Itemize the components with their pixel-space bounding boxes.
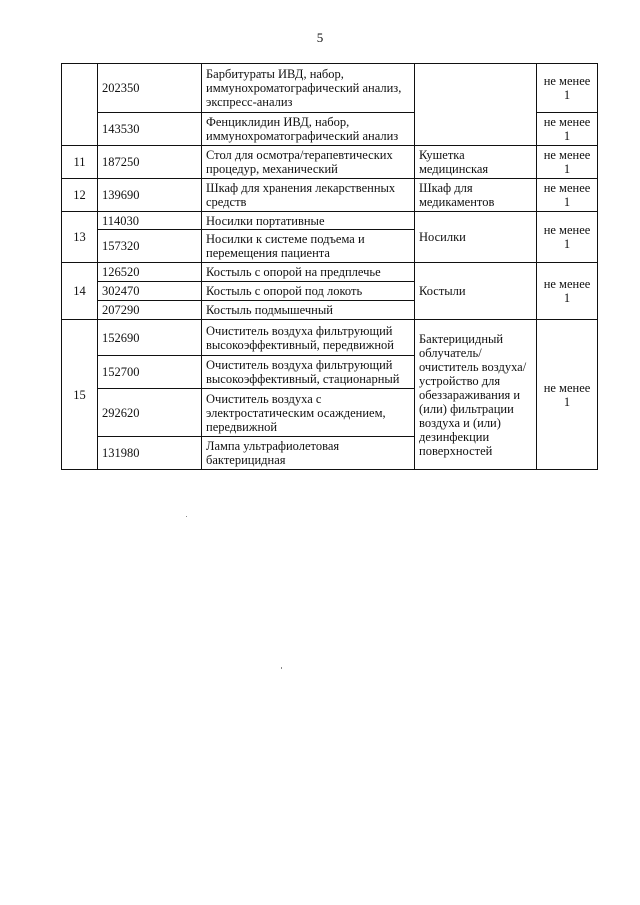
type-cell: Костыли [415, 263, 537, 320]
quantity-cell: не менее 1 [537, 212, 598, 263]
name-cell: Очиститель воздуха с электростатическим осаждением, передвижной [202, 389, 415, 437]
type-cell: Бактерицидный облучатель/ очиститель воздуха/ устройство для обеззараживания и (или) фильтрации воздуха и (или) дезинфекции поверхностей [415, 320, 537, 470]
page-number: 5 [316, 30, 324, 45]
name-cell: Лампа ультрафиолетовая бактерицидная [202, 437, 415, 470]
code-cell: 207290 [98, 301, 202, 320]
name-cell: Костыль с опорой под локоть [202, 282, 415, 301]
type-cell: Носилки [415, 212, 537, 263]
code-cell: 139690 [98, 179, 202, 212]
type-cell: Кушетка медицинская [415, 146, 537, 179]
row-number-cell [62, 64, 98, 146]
name-cell: Стол для осмотра/терапевтических процедур, механический [202, 146, 415, 179]
name-cell: Шкаф для хранения лекарственных средств [202, 179, 415, 212]
name-cell: Очиститель воздуха фильтрующий высокоэффективный, передвижной [202, 320, 415, 356]
scan-speck [186, 516, 187, 517]
name-cell: Фенциклидин ИВД, набор, иммунохроматографический анализ [202, 113, 415, 146]
code-cell: 114030 [98, 212, 202, 230]
table-row [62, 179, 598, 212]
name-cell: Носилки портативные [202, 212, 415, 230]
row-number-cell: 14 [62, 263, 98, 320]
code-cell: 157320 [98, 230, 202, 263]
table-row [62, 146, 598, 179]
scan-speck [281, 667, 282, 669]
code-cell: 152690 [98, 320, 202, 356]
code-cell: 292620 [98, 389, 202, 437]
code-cell: 131980 [98, 437, 202, 470]
code-cell: 302470 [98, 282, 202, 301]
quantity-cell: не менее 1 [537, 263, 598, 320]
name-cell: Носилки к системе подъема и перемещения пациента [202, 230, 415, 263]
table-row [62, 212, 598, 230]
type-cell: Шкаф для медикаментов [415, 179, 537, 212]
quantity-cell: не менее 1 [537, 179, 598, 212]
quantity-cell: не менее 1 [537, 113, 598, 146]
row-number-cell: 15 [62, 320, 98, 470]
quantity-cell: не менее 1 [537, 146, 598, 179]
code-cell: 143530 [98, 113, 202, 146]
name-cell: Костыль с опорой на предплечье [202, 263, 415, 282]
quantity-cell: не менее 1 [537, 64, 598, 113]
type-cell [415, 64, 537, 146]
name-cell: Очиститель воздуха фильтрующий высокоэффективный, стационарный [202, 356, 415, 389]
table-row [62, 64, 598, 113]
table-row [62, 263, 598, 282]
row-number-cell: 12 [62, 179, 98, 212]
equipment-table [61, 63, 598, 470]
code-cell: 187250 [98, 146, 202, 179]
row-number-cell: 13 [62, 212, 98, 263]
table-row [62, 320, 598, 356]
code-cell: 126520 [98, 263, 202, 282]
name-cell: Барбитураты ИВД, набор, иммунохроматографический анализ, экспресс-анализ [202, 64, 415, 113]
code-cell: 202350 [98, 64, 202, 113]
quantity-cell: не менее 1 [537, 320, 598, 470]
row-number-cell: 11 [62, 146, 98, 179]
code-cell: 152700 [98, 356, 202, 389]
name-cell: Костыль подмышечный [202, 301, 415, 320]
